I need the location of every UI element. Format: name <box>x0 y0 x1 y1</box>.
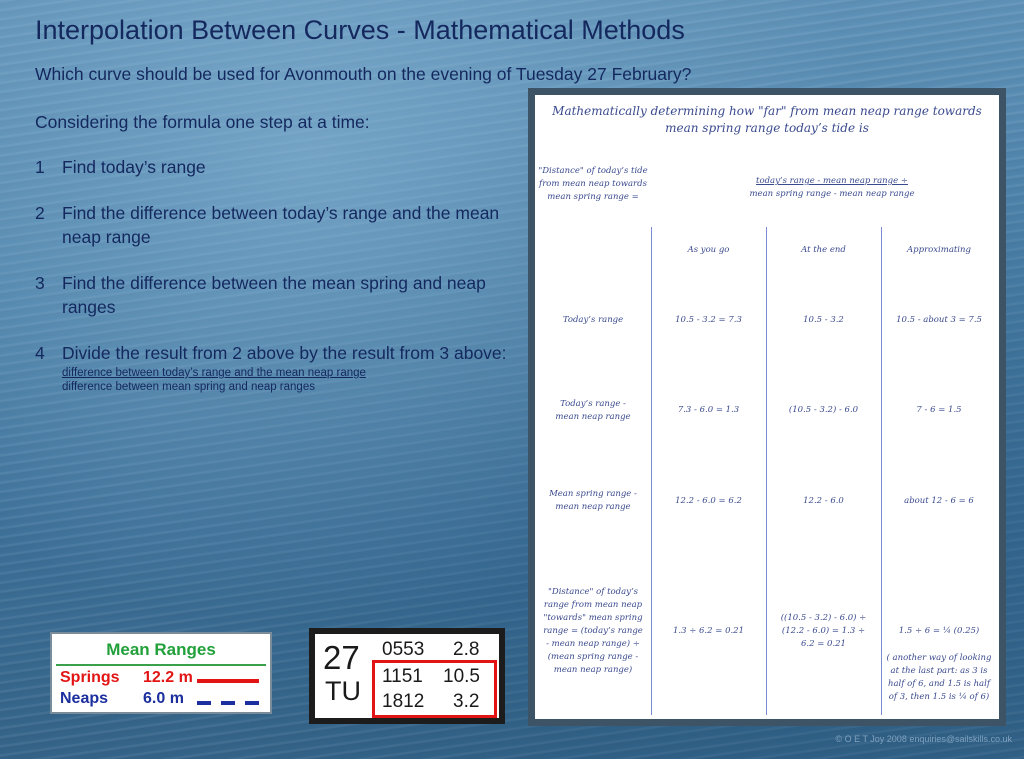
tide-time: 1151 <box>382 666 423 687</box>
column-header-at-the-end: At the end <box>801 245 846 255</box>
cell-as-you-go: 10.5 - 3.2 = 7.3 <box>675 315 742 325</box>
step-text: Find the difference between the mean spring and neap ranges <box>62 273 486 317</box>
neaps-label: Neaps <box>60 690 109 707</box>
column-header-approximating: Approximating <box>907 245 971 255</box>
column-divider <box>651 227 652 715</box>
formula-denominator: mean spring range - mean neap range <box>749 189 915 199</box>
column-divider <box>881 227 882 715</box>
question-text: Which curve should be used for Avonmouth on the evening of Tuesday 27 February? <box>35 64 692 84</box>
steps-list <box>35 112 515 416</box>
fraction-numerator: difference between today’s range and the mean neap range <box>62 367 366 379</box>
row-label-todays-range: Today’s range <box>562 315 624 325</box>
step-1 <box>35 155 515 179</box>
cell-approximating: 7 - 6 = 1.5 <box>916 405 962 415</box>
legend-title: Mean Ranges <box>106 640 216 659</box>
tide-height: 10.5 <box>443 666 480 687</box>
formula-numerator: today’s range - mean neap range ÷ <box>756 176 908 186</box>
springs-value: 12.2 m <box>143 669 193 686</box>
step-text: Find today’s range <box>62 157 206 177</box>
step-number: 1 <box>35 157 45 177</box>
cell-approximating: 10.5 - about 3 = 7.5 <box>896 315 982 325</box>
tide-time: 1812 <box>382 691 425 712</box>
legend-divider <box>56 664 266 666</box>
cell-at-the-end: ((10.5 - 3.2) - 6.0) ÷ (12.2 - 6.0) = 1.3 ÷ 6.2 = 0.21 <box>780 613 867 649</box>
legend-row-springs <box>60 669 193 687</box>
cell-at-the-end: 12.2 - 6.0 <box>803 496 844 506</box>
mean-ranges-legend <box>50 632 272 714</box>
copyright-notice: © O E T Joy 2008 enquiries@sailskills.co.uk <box>835 734 1012 744</box>
springs-label: Springs <box>60 669 120 686</box>
tide-height: 3.2 <box>453 691 480 712</box>
step-2 <box>35 201 515 249</box>
cell-as-you-go: 1.3 ÷ 6.2 = 0.21 <box>672 626 744 636</box>
calculation-sheet <box>535 95 999 719</box>
cell-as-you-go: 7.3 - 6.0 = 1.3 <box>677 405 740 415</box>
cell-at-the-end: (10.5 - 3.2) - 6.0 <box>788 405 859 415</box>
tide-day-name: TU <box>325 676 361 706</box>
cell-approximating: about 12 - 6 = 6 <box>904 496 974 506</box>
tide-highlight-box <box>372 660 497 718</box>
panel-definition: "Distance" of today’s tide from mean neap towards mean spring range = <box>538 166 648 202</box>
cell-approximating: 1.5 ÷ 6 = ¼ (0.25) <box>898 626 980 636</box>
column-header-as-you-go: As you go <box>687 245 730 255</box>
cell-at-the-end: 10.5 - 3.2 <box>803 315 844 325</box>
legend-row-neaps <box>60 690 184 708</box>
row-label-distance: "Distance" of today’s range from mean neap "towards" mean spring range = (today’s range - mean neap range) ÷ (mean spring range - mean neap range) <box>543 587 643 675</box>
step-3 <box>35 271 515 319</box>
step-number: 4 <box>35 343 45 363</box>
tide-time: 0553 <box>382 639 425 660</box>
steps-intro: Considering the formula one step at a time: <box>35 112 370 132</box>
neaps-value: 6.0 m <box>143 690 184 707</box>
calculation-panel <box>528 88 1006 726</box>
step-number: 2 <box>35 203 45 223</box>
step-text: Find the difference between today’s range and the mean neap range <box>62 203 500 247</box>
row-label-range-minus-neap: Today’s range - mean neap range <box>555 399 631 422</box>
tide-height: 2.8 <box>453 639 480 660</box>
page-title: Interpolation Between Curves - Mathematical Methods <box>35 15 685 45</box>
fraction-denominator: difference between mean spring and neap ranges <box>62 381 315 393</box>
row-label-spring-minus-neap: Mean spring range - mean neap range <box>549 489 637 512</box>
step-number: 3 <box>35 273 45 293</box>
tide-table-body <box>315 634 499 718</box>
springs-line-swatch <box>197 679 259 683</box>
panel-title: Mathematically determining how "far" from mean neap range towards mean spring range today’s tide is <box>552 104 982 135</box>
panel-formula <box>675 175 989 201</box>
step-4 <box>35 341 515 394</box>
neaps-line-swatch <box>197 701 259 705</box>
tide-day-number: 27 <box>323 639 360 676</box>
step-text: Divide the result from 2 above by the result from 3 above: <box>62 343 507 363</box>
cell-as-you-go: 12.2 - 6.0 = 6.2 <box>675 496 742 506</box>
approximating-note: ( another way of looking at the last part: as 3 is half of 6, and 1.5 is half of 3, then 1.5 is ¼ of 6) <box>886 653 992 702</box>
tide-table <box>309 628 505 724</box>
step-4-fraction <box>62 366 515 394</box>
